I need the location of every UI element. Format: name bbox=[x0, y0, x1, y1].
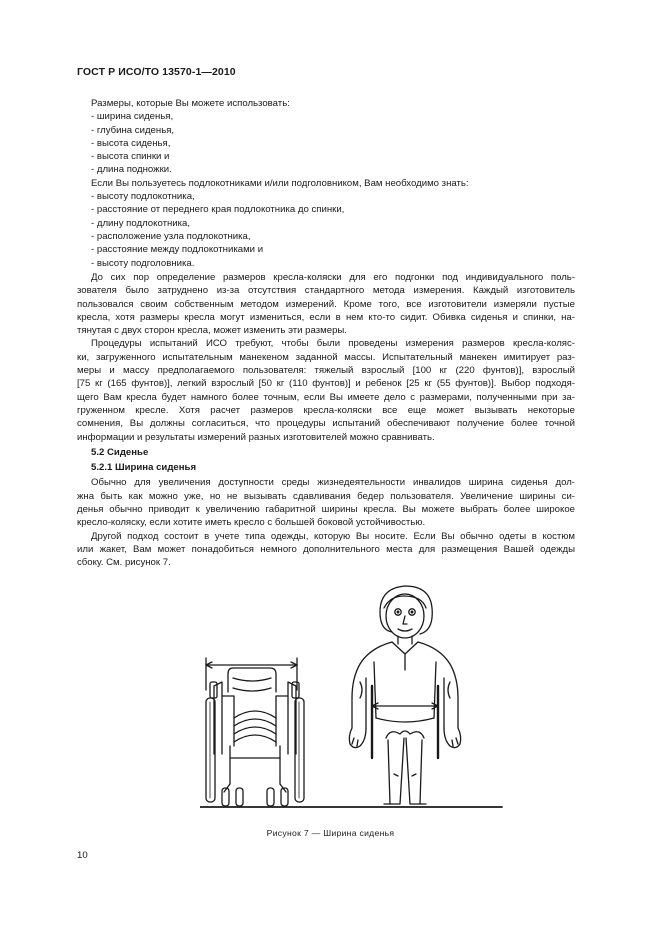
list-item: - расположение узла подлокотника, bbox=[91, 230, 251, 242]
text-line: щего Вам кресла будет намного более точным, если Вы имеете дело с размерами, полученными при за- bbox=[77, 391, 575, 403]
person-drawing bbox=[349, 586, 460, 804]
list-item: - расстояние от переднего края подлокотника до спинки, bbox=[91, 204, 345, 216]
figure-seat-width bbox=[200, 578, 505, 820]
sizes-list bbox=[91, 110, 575, 176]
paragraph-seat-width bbox=[77, 476, 575, 529]
text-line: сомнения, Вы должны согласиться, что процедуры испытаний обеспечивают получение более точной bbox=[77, 418, 575, 430]
text-line: жна быть как можно уже, но не вызывать сдавливания бедер пользователя. Увеличение ширины си- bbox=[77, 490, 575, 502]
paragraph-iso-procedures bbox=[77, 337, 575, 443]
text-line: сбоку. См. рисунок 7. bbox=[77, 557, 171, 569]
list-item: - ширина сиденья, bbox=[91, 111, 174, 123]
text-line: зователя было затруднено из-за отсутствия стандартного метода измерения. Каждый изготовитель bbox=[77, 285, 575, 297]
text-line: [75 кг (165 фунтов)], легкий взрослый [50 кг (110 фунтов)] и ребенок [25 кг (55 фунтов)]. Выбор подходя- bbox=[77, 378, 575, 390]
list-item: - глубина сиденья, bbox=[91, 124, 175, 136]
text-line: Процедуры испытаний ИСО требуют, чтобы были проведены измерения размеров кресла-коляс- bbox=[91, 338, 575, 350]
armrest-list bbox=[91, 190, 575, 270]
paragraph-clothing bbox=[77, 530, 575, 570]
text-line: Другой подход состоит в учете типа одежды, которую Вы носите. Если Вы обычно одеты в костюм bbox=[91, 530, 575, 542]
text-line: денья обычно приводит к увеличению габаритной ширины кресла. Вы можете выбрать более широкое bbox=[77, 504, 575, 516]
text-line: или жакет, Вам может понадобиться немного дополнительного места для размещения Вашей одежды bbox=[77, 543, 575, 555]
body-text bbox=[91, 97, 575, 270]
text-line: тянутая с двух сторон кресла, может изменить эти размеры. bbox=[77, 325, 347, 337]
text-line: Обычно для увеличения доступности среды жизнедеятельности инвалидов ширина сиденья дол- bbox=[91, 477, 575, 489]
armrest-lead: Если Вы пользуетесь подлокотниками и/или подголовником, Вам необходимо знать: bbox=[91, 177, 469, 189]
paragraph-measurement-history bbox=[77, 271, 575, 337]
list-item: - расстояние между подлокотниками и bbox=[91, 244, 264, 256]
text-line: До сих пор определение размеров кресла-коляски для его подгонки под индивидуального поль- bbox=[91, 272, 575, 283]
list-item: - высоту подлокотника, bbox=[91, 191, 195, 203]
main-text bbox=[77, 271, 575, 570]
figure-caption: Рисунок 7 — Ширина сиденья bbox=[266, 828, 395, 838]
text-line: пользовался своим собственным методом измерений. Кроме того, все изготовители измеряли пустые bbox=[77, 298, 575, 310]
list-item: - длину подлокотника, bbox=[91, 217, 191, 229]
page-number: 10 bbox=[77, 850, 88, 861]
list-item: - высота спинки и bbox=[91, 151, 170, 163]
text-line: ки, загруженного испытательным манекеном заданной массы. Испытательный манекен имитирует раз- bbox=[77, 351, 575, 363]
list-item: - высоту подголовника. bbox=[91, 257, 195, 269]
text-line: груженном кресле. Хотя расчет размеров кресла-коляски все еще может вызывать некоторые bbox=[77, 404, 575, 416]
text-line: кресла, хотя размеры кресла могут измениться, если в нем кто-то сидит. Обивка сиденья и спинки, на- bbox=[77, 311, 575, 323]
text-line: информации и результаты измерений разных изготовителей можно сравнивать. bbox=[77, 431, 435, 443]
section-heading-5-2-1: 5.2.1 Ширина сиденья bbox=[91, 462, 197, 474]
sizes-lead: Размеры, которые Вы можете использовать: bbox=[91, 98, 290, 109]
list-item: - высота сиденья, bbox=[91, 137, 171, 149]
text-line: кресло-коляску, если хотите иметь кресло с большей боковой устойчивостью. bbox=[77, 517, 426, 529]
list-item: - длина подножки. bbox=[91, 164, 172, 176]
section-heading-5-2: 5.2 Сиденье bbox=[91, 446, 149, 458]
document-header: ГОСТ Р ИСО/ТО 13570-1—2010 bbox=[77, 66, 236, 78]
text-line: меры и массу предполагаемого пользователя: тяжелый взрослый [100 кг (220 фунтов)], взрослый bbox=[77, 365, 575, 377]
wheelchair-drawing bbox=[206, 658, 304, 806]
